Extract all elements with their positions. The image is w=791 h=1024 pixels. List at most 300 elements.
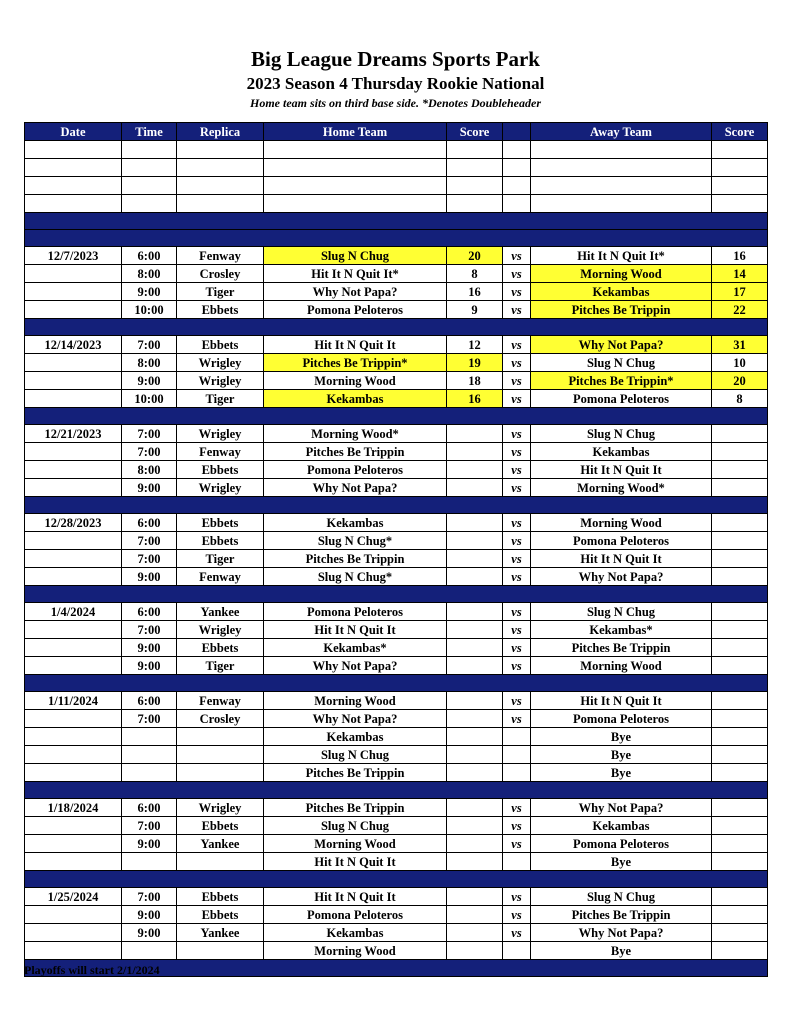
home-team-cell: Pitches Be Trippin [264,799,447,817]
vs-cell: vs [503,888,531,906]
game-row [25,372,768,390]
away-score-cell [712,568,768,586]
away-team-cell: Kekambas [531,817,712,835]
away-team-cell: Hit It N Quit It [531,461,712,479]
time-cell: 9:00 [122,639,177,657]
replica-cell: Ebbets [177,906,264,924]
replica-cell [177,728,264,746]
away-score-cell [712,443,768,461]
game-row [25,247,768,265]
col-header-away-team: Away Team [531,123,712,141]
date-cell [25,942,122,960]
game-row [25,301,768,319]
away-team-cell: Pitches Be Trippin [531,639,712,657]
vs-cell [503,159,531,177]
replica-cell [177,746,264,764]
away-team-cell: Hit It N Quit It [531,692,712,710]
away-score-cell [712,461,768,479]
home-team-cell [264,177,447,195]
date-cell: 12/28/2023 [25,514,122,532]
home-team-cell: Pomona Peloteros [264,301,447,319]
game-row [25,728,768,746]
home-team-cell: Pomona Peloteros [264,603,447,621]
home-score-cell [447,942,503,960]
game-row [25,835,768,853]
home-score-cell: 9 [447,301,503,319]
home-team-cell: Hit It N Quit It [264,888,447,906]
away-team-cell: Pitches Be Trippin [531,301,712,319]
vs-cell: vs [503,657,531,675]
game-row [25,568,768,586]
away-team-cell: Why Not Papa? [531,799,712,817]
home-score-cell [447,621,503,639]
time-cell [122,746,177,764]
home-score-cell [447,710,503,728]
away-score-cell [712,906,768,924]
away-team-cell [531,177,712,195]
home-team-cell: Hit It N Quit It* [264,265,447,283]
home-team-cell: Why Not Papa? [264,479,447,497]
time-cell: 7:00 [122,425,177,443]
time-cell: 6:00 [122,514,177,532]
separator-bar [25,497,768,514]
home-team-cell: Slug N Chug [264,746,447,764]
away-team-cell: Slug N Chug [531,354,712,372]
game-row [25,354,768,372]
away-score-cell: 20 [712,372,768,390]
replica-cell: Crosley [177,710,264,728]
home-team-cell: Kekambas [264,924,447,942]
away-team-cell: Bye [531,853,712,871]
separator-bar [25,782,768,799]
time-cell: 7:00 [122,443,177,461]
away-team-cell [531,159,712,177]
vs-cell: vs [503,621,531,639]
away-team-cell: Slug N Chug [531,888,712,906]
time-cell: 9:00 [122,657,177,675]
time-cell [122,159,177,177]
week-separator-row [25,782,768,799]
date-cell: 12/7/2023 [25,247,122,265]
vs-cell: vs [503,568,531,586]
game-row [25,532,768,550]
away-team-cell: Hit It N Quit It* [531,247,712,265]
game-row [25,799,768,817]
vs-cell: vs [503,924,531,942]
game-row [25,817,768,835]
date-cell [25,710,122,728]
home-team-cell: Pomona Peloteros [264,461,447,479]
away-team-cell: Why Not Papa? [531,568,712,586]
date-cell [25,728,122,746]
game-row [25,692,768,710]
game-row [25,479,768,497]
playoffs-note: Playoffs will start 2/1/2024 [24,963,160,977]
home-score-cell [447,479,503,497]
time-cell: 9:00 [122,924,177,942]
game-row [25,942,768,960]
away-score-cell [712,728,768,746]
game-row [25,265,768,283]
replica-cell: Yankee [177,924,264,942]
home-team-cell: Hit It N Quit It [264,336,447,354]
home-team-cell: Morning Wood* [264,425,447,443]
replica-cell: Wrigley [177,354,264,372]
date-cell [25,835,122,853]
date-cell [25,301,122,319]
home-score-cell [447,924,503,942]
date-cell [25,265,122,283]
season-subtitle: 2023 Season 4 Thursday Rookie National [246,74,545,93]
vs-cell [503,195,531,213]
vs-cell: vs [503,817,531,835]
home-score-cell [447,443,503,461]
replica-cell: Yankee [177,835,264,853]
replica-cell: Ebbets [177,639,264,657]
date-cell [25,354,122,372]
away-score-cell [712,479,768,497]
away-score-cell [712,550,768,568]
away-team-cell: Pitches Be Trippin [531,906,712,924]
replica-cell: Ebbets [177,336,264,354]
away-team-cell: Why Not Papa? [531,336,712,354]
time-cell: 8:00 [122,265,177,283]
game-row [25,195,768,213]
time-cell [122,195,177,213]
vs-cell: vs [503,550,531,568]
home-team-cell: Kekambas [264,728,447,746]
vs-cell: vs [503,692,531,710]
home-score-cell [447,461,503,479]
game-row [25,603,768,621]
away-score-cell [712,177,768,195]
game-row [25,177,768,195]
date-cell [25,461,122,479]
away-score-cell: 17 [712,283,768,301]
home-score-cell: 18 [447,372,503,390]
replica-cell: Ebbets [177,532,264,550]
away-team-cell: Pitches Be Trippin* [531,372,712,390]
away-score-cell [712,942,768,960]
game-row [25,550,768,568]
home-score-cell: 20 [447,247,503,265]
vs-cell: vs [503,799,531,817]
game-row [25,514,768,532]
away-score-cell [712,514,768,532]
away-team-cell: Bye [531,764,712,782]
week-separator-row [25,230,768,247]
game-row [25,924,768,942]
time-cell: 9:00 [122,479,177,497]
away-score-cell: 10 [712,354,768,372]
date-cell [25,283,122,301]
col-header-replica: Replica [177,123,264,141]
replica-cell: Crosley [177,265,264,283]
home-score-cell [447,764,503,782]
home-score-cell [447,532,503,550]
replica-cell: Fenway [177,692,264,710]
home-score-cell [447,799,503,817]
date-cell [25,746,122,764]
away-score-cell: 16 [712,247,768,265]
date-cell: 1/11/2024 [25,692,122,710]
date-cell [25,443,122,461]
separator-bar [25,586,768,603]
replica-cell: Ebbets [177,301,264,319]
game-row [25,639,768,657]
replica-cell: Wrigley [177,479,264,497]
home-team-cell: Pitches Be Trippin [264,550,447,568]
time-cell: 7:00 [122,532,177,550]
replica-cell: Wrigley [177,799,264,817]
home-score-cell [447,177,503,195]
separator-bar [25,319,768,336]
time-cell [122,177,177,195]
away-team-cell: Pomona Peloteros [531,835,712,853]
home-team-cell: Pitches Be Trippin [264,443,447,461]
away-team-cell: Slug N Chug [531,603,712,621]
home-score-cell [447,746,503,764]
home-score-cell [447,906,503,924]
away-team-cell: Morning Wood [531,265,712,283]
time-cell [122,853,177,871]
home-team-cell: Hit It N Quit It [264,853,447,871]
away-team-cell: Morning Wood [531,657,712,675]
vs-cell: vs [503,639,531,657]
away-score-cell [712,924,768,942]
vs-cell [503,853,531,871]
time-cell: 8:00 [122,354,177,372]
separator-bar [25,675,768,692]
time-cell: 9:00 [122,906,177,924]
date-cell [25,479,122,497]
replica-cell: Ebbets [177,888,264,906]
date-cell [25,906,122,924]
replica-cell: Fenway [177,443,264,461]
time-cell [122,764,177,782]
game-row [25,888,768,906]
vs-cell: vs [503,710,531,728]
vs-cell: vs [503,336,531,354]
away-score-cell [712,657,768,675]
home-score-cell [447,692,503,710]
home-team-cell: Slug N Chug [264,247,447,265]
week-separator-row [25,586,768,603]
home-team-cell [264,159,447,177]
vs-cell: vs [503,354,531,372]
date-cell [25,532,122,550]
home-score-cell [447,853,503,871]
away-team-cell: Slug N Chug [531,425,712,443]
game-row [25,141,768,159]
schedule-table [24,122,768,977]
vs-cell: vs [503,835,531,853]
replica-cell [177,764,264,782]
vs-cell: vs [503,301,531,319]
home-team-cell: Kekambas [264,390,447,408]
away-team-cell: Why Not Papa? [531,924,712,942]
replica-cell [177,177,264,195]
vs-cell [503,728,531,746]
vs-cell: vs [503,247,531,265]
replica-cell: Tiger [177,390,264,408]
time-cell: 6:00 [122,603,177,621]
page-title: Big League Dreams Sports Park [251,47,540,71]
replica-cell: Ebbets [177,514,264,532]
date-cell [25,141,122,159]
time-cell: 6:00 [122,247,177,265]
replica-cell: Wrigley [177,621,264,639]
away-score-cell [712,853,768,871]
away-score-cell [712,764,768,782]
time-cell [122,141,177,159]
home-team-cell: Morning Wood [264,692,447,710]
away-score-cell [712,888,768,906]
vs-cell: vs [503,479,531,497]
replica-cell: Yankee [177,603,264,621]
home-team-cell: Slug N Chug* [264,532,447,550]
date-cell [25,390,122,408]
home-team-cell: Why Not Papa? [264,710,447,728]
vs-cell: vs [503,532,531,550]
col-header-home-score: Score [447,123,503,141]
time-cell: 10:00 [122,301,177,319]
replica-cell: Wrigley [177,372,264,390]
away-score-cell [712,195,768,213]
replica-cell [177,159,264,177]
away-team-cell: Kekambas [531,283,712,301]
home-team-cell: Slug N Chug* [264,568,447,586]
replica-cell: Wrigley [177,425,264,443]
date-cell [25,621,122,639]
date-cell [25,639,122,657]
home-score-cell [447,195,503,213]
time-cell: 10:00 [122,390,177,408]
date-cell [25,853,122,871]
away-team-cell: Morning Wood [531,514,712,532]
replica-cell: Tiger [177,283,264,301]
away-score-cell [712,746,768,764]
away-team-cell: Morning Wood* [531,479,712,497]
away-score-cell [712,425,768,443]
date-cell [25,764,122,782]
home-score-cell [447,514,503,532]
game-row [25,336,768,354]
week-separator-row [25,213,768,230]
home-score-cell: 16 [447,283,503,301]
time-cell: 8:00 [122,461,177,479]
home-team-cell: Pitches Be Trippin* [264,354,447,372]
away-score-cell [712,835,768,853]
game-row [25,621,768,639]
date-cell: 1/18/2024 [25,799,122,817]
game-row [25,443,768,461]
date-cell [25,657,122,675]
time-cell: 9:00 [122,568,177,586]
vs-cell: vs [503,443,531,461]
game-row [25,283,768,301]
date-cell [25,924,122,942]
time-cell [122,728,177,746]
home-score-cell: 12 [447,336,503,354]
away-team-cell [531,141,712,159]
home-team-cell: Morning Wood [264,942,447,960]
home-team-cell: Hit It N Quit It [264,621,447,639]
away-score-cell [712,639,768,657]
home-team-cell: Why Not Papa? [264,283,447,301]
date-cell [25,195,122,213]
home-score-cell [447,657,503,675]
away-team-cell: Bye [531,942,712,960]
home-score-cell: 16 [447,390,503,408]
home-team-cell: Kekambas [264,514,447,532]
time-cell: 9:00 [122,372,177,390]
game-row [25,853,768,871]
col-header-time: Time [122,123,177,141]
time-cell [122,942,177,960]
header-row [25,123,768,141]
away-score-cell: 22 [712,301,768,319]
away-team-cell [531,195,712,213]
home-score-cell [447,159,503,177]
home-score-cell [447,141,503,159]
game-row [25,390,768,408]
away-team-cell: Kekambas [531,443,712,461]
col-header-vs [503,123,531,141]
date-cell [25,817,122,835]
replica-cell: Tiger [177,550,264,568]
separator-bar [25,408,768,425]
home-team-cell [264,195,447,213]
home-score-cell: 19 [447,354,503,372]
separator-bar [25,871,768,888]
vs-cell: vs [503,425,531,443]
away-team-cell: Hit It N Quit It [531,550,712,568]
away-score-cell [712,141,768,159]
home-team-cell: Pitches Be Trippin [264,764,447,782]
week-separator-row [25,408,768,425]
home-score-cell: 8 [447,265,503,283]
date-cell: 1/25/2024 [25,888,122,906]
week-separator-row [25,675,768,692]
date-cell: 12/14/2023 [25,336,122,354]
time-cell: 6:00 [122,799,177,817]
away-team-cell: Bye [531,746,712,764]
home-team-cell: Kekambas* [264,639,447,657]
home-score-cell [447,817,503,835]
home-score-cell [447,550,503,568]
time-cell: 7:00 [122,817,177,835]
away-score-cell: 14 [712,265,768,283]
home-score-cell [447,888,503,906]
away-team-cell: Pomona Peloteros [531,390,712,408]
col-header-home-team: Home Team [264,123,447,141]
away-score-cell [712,799,768,817]
away-score-cell [712,532,768,550]
date-cell: 12/21/2023 [25,425,122,443]
replica-cell: Ebbets [177,461,264,479]
time-cell: 7:00 [122,621,177,639]
week-separator-row [25,319,768,336]
home-team-cell: Why Not Papa? [264,657,447,675]
away-score-cell [712,621,768,639]
vs-cell: vs [503,461,531,479]
vs-cell [503,942,531,960]
away-team-cell: Kekambas* [531,621,712,639]
game-row [25,746,768,764]
separator-bar [25,230,768,247]
away-score-cell [712,817,768,835]
